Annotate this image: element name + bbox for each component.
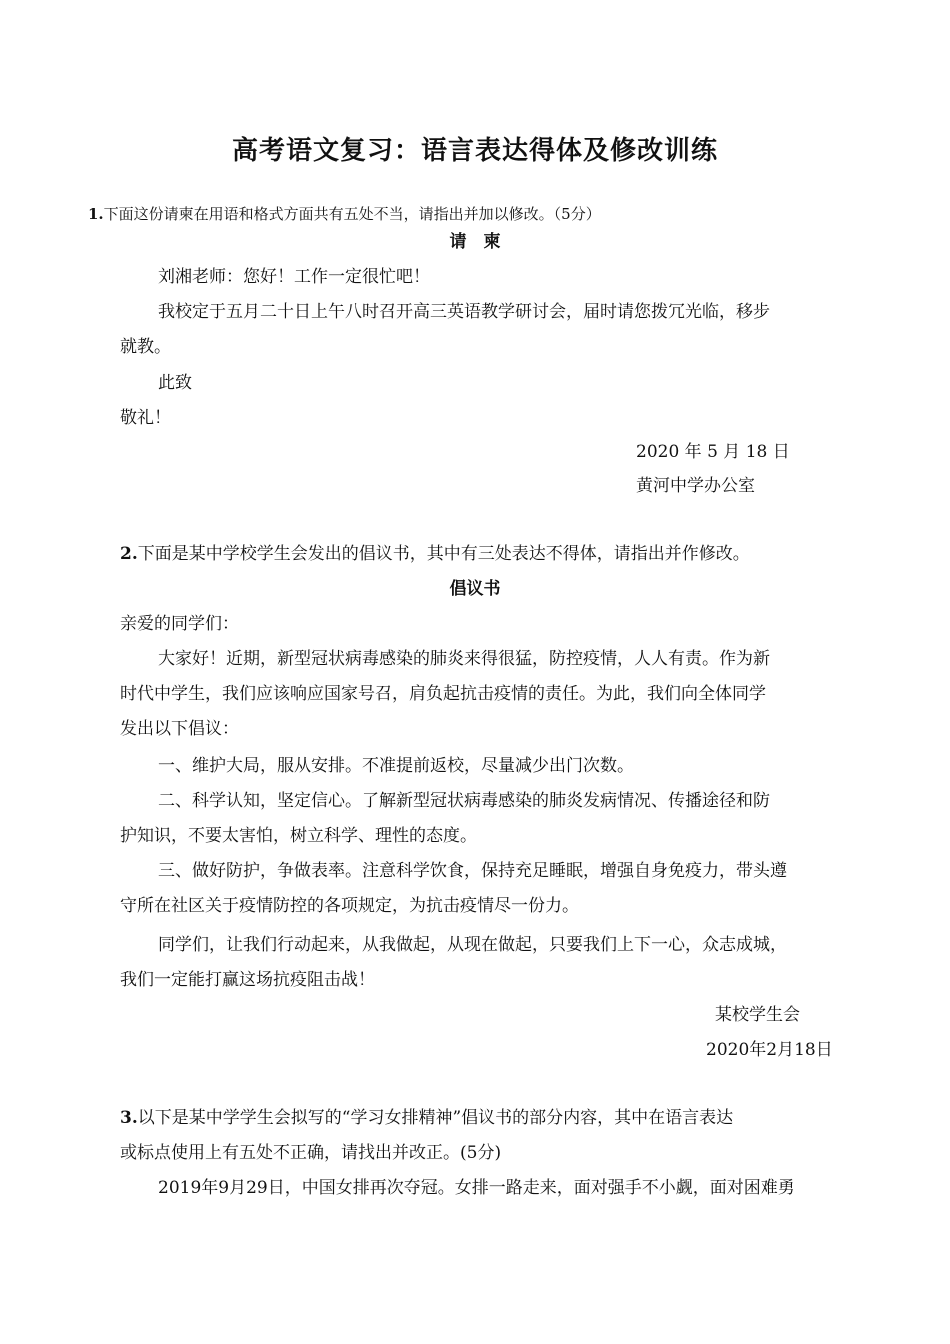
question-1-number: 1. xyxy=(88,205,104,223)
question-1-text: 下面这份请柬在用语和格式方面共有五处不当，请指出并加以修改。（5分） xyxy=(103,205,601,223)
passage-line: 2019年9月29日，中国女排再次夺冠。女排一路走来，面对强手不小觑，面对困难勇 xyxy=(158,1178,795,1198)
proposal-line: 发出以下倡议： xyxy=(120,719,239,739)
proposal-line: 亲爱的同学们： xyxy=(120,614,239,634)
invitation-line: 就教。 xyxy=(120,337,171,357)
question-2-prompt xyxy=(120,539,750,564)
invitation-line: 我校定于五月二十日上午八时召开高三英语教学研讨会，届时请您拨冗光临，移步 xyxy=(158,302,770,322)
question-3-text: 以下是某中学学生会拟写的“学习女排精神”倡议书的部分内容，其中在语言表达 xyxy=(137,1108,734,1128)
proposal-line: 同学们，让我们行动起来，从我做起，从现在做起，只要我们上下一心，众志成城， xyxy=(158,935,787,955)
proposal-line: 守所在社区关于疫情防控的各项规定，为抗击疫情尽一份力。 xyxy=(120,896,579,916)
question-3-prompt xyxy=(120,1103,733,1128)
question-1-prompt xyxy=(88,203,601,224)
question-3-text-continued: 或标点使用上有五处不正确，请找出并改正。(5分) xyxy=(120,1143,502,1163)
invitation-line: 刘湘老师：您好！工作一定很忙吧！ xyxy=(158,267,430,287)
proposal-line: 时代中学生，我们应该响应国家号召，肩负起抗击疫情的责任。为此，我们向全体同学 xyxy=(120,684,766,704)
invitation-date: 2020 年 5 月 18 日 xyxy=(636,442,790,462)
page-title: 高考语文复习：语言表达得体及修改训练 xyxy=(231,136,718,166)
invitation-line: 此致 xyxy=(158,373,192,393)
invitation-signer: 黄河中学办公室 xyxy=(636,476,755,496)
question-2-text: 下面是某中学校学生会发出的倡议书，其中有三处表达不得体，请指出并作修改。 xyxy=(137,544,750,564)
question-2-number: 2. xyxy=(120,544,138,564)
invitation-line: 敬礼！ xyxy=(120,408,171,428)
proposal-line: 大家好！近期，新型冠状病毒感染的肺炎来得很猛，防控疫情，人人有责。作为新 xyxy=(158,649,770,669)
proposal-date: 2020年2月18日 xyxy=(706,1040,833,1060)
proposal-line: 我们一定能打赢这场抗疫阻击战！ xyxy=(120,970,375,990)
proposal-signer: 某校学生会 xyxy=(715,1005,800,1025)
proposal-line: 一、维护大局，服从安排。不准提前返校，尽量减少出门次数。 xyxy=(158,756,634,776)
question-3-number: 3. xyxy=(120,1108,138,1128)
proposal-line: 二、科学认知，坚定信心。了解新型冠状病毒感染的肺炎发病情况、传播途径和防 xyxy=(158,791,770,811)
proposal-line: 三、做好防护，争做表率。注意科学饮食，保持充足睡眠，增强自身免疫力，带头遵 xyxy=(158,861,787,881)
invitation-heading: 请 柬 xyxy=(449,232,501,252)
proposal-heading: 倡议书 xyxy=(449,579,501,599)
proposal-line: 护知识，不要太害怕，树立科学、理性的态度。 xyxy=(120,826,477,846)
